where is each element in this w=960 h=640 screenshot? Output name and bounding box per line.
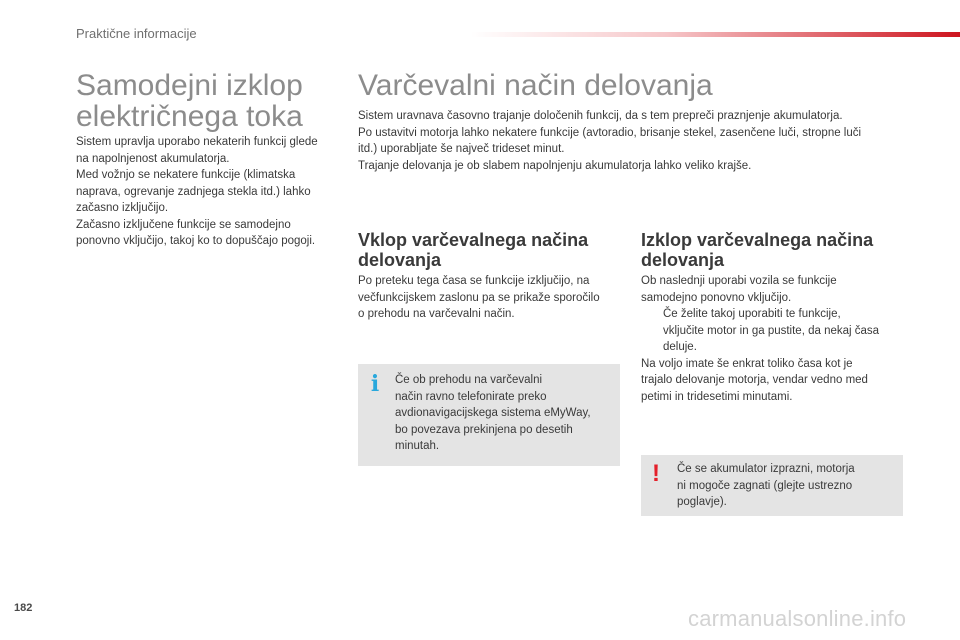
deactivation-title-line: delovanja xyxy=(641,250,725,270)
text-line: Po preteku tega časa se funkcije izključijo, na xyxy=(358,275,590,287)
text-line: Začasno izključene funkcije se samodejno xyxy=(76,218,291,231)
main-title: Varčevalni način delovanja xyxy=(358,69,713,102)
left-title-line: električnega toka xyxy=(76,100,303,133)
text-line: Če želite takoj uporabiti te funkcije, xyxy=(663,308,841,320)
activation-title xyxy=(358,230,628,270)
deactivation-title xyxy=(641,230,911,270)
main-intro xyxy=(358,108,918,174)
text-line: Na voljo imate še enkrat toliko časa kot je xyxy=(641,357,853,370)
text-line: naprava, ogrevanje zadnjega stekla itd.) lahko xyxy=(76,185,311,198)
text-line: trajalo delovanje motorja, vendar vedno med xyxy=(641,374,868,386)
text-line: ponovno vključijo, takoj ko to dopuščajo pogoji. xyxy=(76,235,316,247)
text-line: poglavje). xyxy=(677,496,727,508)
text-line: vključite motor in ga pustite, da nekaj časa xyxy=(663,324,880,337)
bullet-text xyxy=(663,306,879,356)
watermark: carmanualsonline.info xyxy=(688,606,907,631)
activation-title-line: Vklop varčevalnega načina xyxy=(358,230,589,250)
text-line: Sistem upravlja uporabo nekaterih funkcij glede xyxy=(76,136,318,148)
text-line: petimi in tridesetimi minutami. xyxy=(641,390,793,403)
text-line: način ravno telefonirate preko xyxy=(395,390,547,403)
info-note-text xyxy=(395,372,613,455)
activation-title-line: delovanja xyxy=(358,250,442,270)
text-line: Po ustavitvi motorja lahko nekatere funkcije (avtoradio, brisanje stekel, zasenčene luči, stropne luči xyxy=(358,126,862,139)
text-line: večfunkcijskem zaslonu pa se prikaže sporočilo xyxy=(358,291,600,304)
text-line: bo povezava prekinjena po desetih xyxy=(395,423,573,436)
text-line: Če ob prehodu na varčevalni xyxy=(395,374,543,386)
warning-note-text xyxy=(677,461,895,511)
left-column-title xyxy=(76,70,346,132)
info-note-box xyxy=(358,364,620,466)
bullet-item xyxy=(641,306,909,356)
text-line: samodejno ponovno vključijo. xyxy=(641,291,792,304)
deactivation-title-line: Izklop varčevalnega načina xyxy=(641,230,874,250)
info-icon: i xyxy=(370,371,380,397)
text-line: Trajanje delovanja je ob slabem napolnjenju akumulatorja lahko veliko krajše. xyxy=(358,159,752,172)
text-line: Sistem uravnava časovno trajanje določenih funkcij, da s tem prepreči praznjenje akumulatorja. xyxy=(358,110,843,122)
warning-icon: ! xyxy=(652,460,660,487)
activation-text xyxy=(358,273,624,323)
text-line: začasno izključijo. xyxy=(76,202,169,214)
page-number: 182 xyxy=(14,602,33,614)
text-line: o prehodu na varčevalni način. xyxy=(358,308,515,320)
header-accent-bar xyxy=(470,32,960,37)
text-line: avdionavigacijskega sistema eMyWay, xyxy=(395,407,591,419)
text-line: ni mogoče zagnati (glejte ustrezno xyxy=(677,479,853,492)
left-column-paragraph xyxy=(76,134,344,250)
text-line: Če se akumulator izprazni, motorja xyxy=(677,463,855,475)
deactivation-text xyxy=(641,273,909,405)
text-line: na napolnjenost akumulatorja. xyxy=(76,152,230,165)
text-line: deluje. xyxy=(663,341,697,353)
text-line: Med vožnjo se nekatere funkcije (klimatska xyxy=(76,169,296,181)
bullet-marker-icon xyxy=(641,306,663,356)
text-line: itd.) uporabljate še največ trideset minut. xyxy=(358,143,565,155)
section-label: Praktične informacije xyxy=(76,26,197,41)
left-title-line: Samodejni izklop xyxy=(76,69,303,102)
text-line: Ob naslednji uporabi vozila se funkcije xyxy=(641,275,837,287)
warning-note-box xyxy=(641,455,903,516)
text-line: minutah. xyxy=(395,440,440,452)
